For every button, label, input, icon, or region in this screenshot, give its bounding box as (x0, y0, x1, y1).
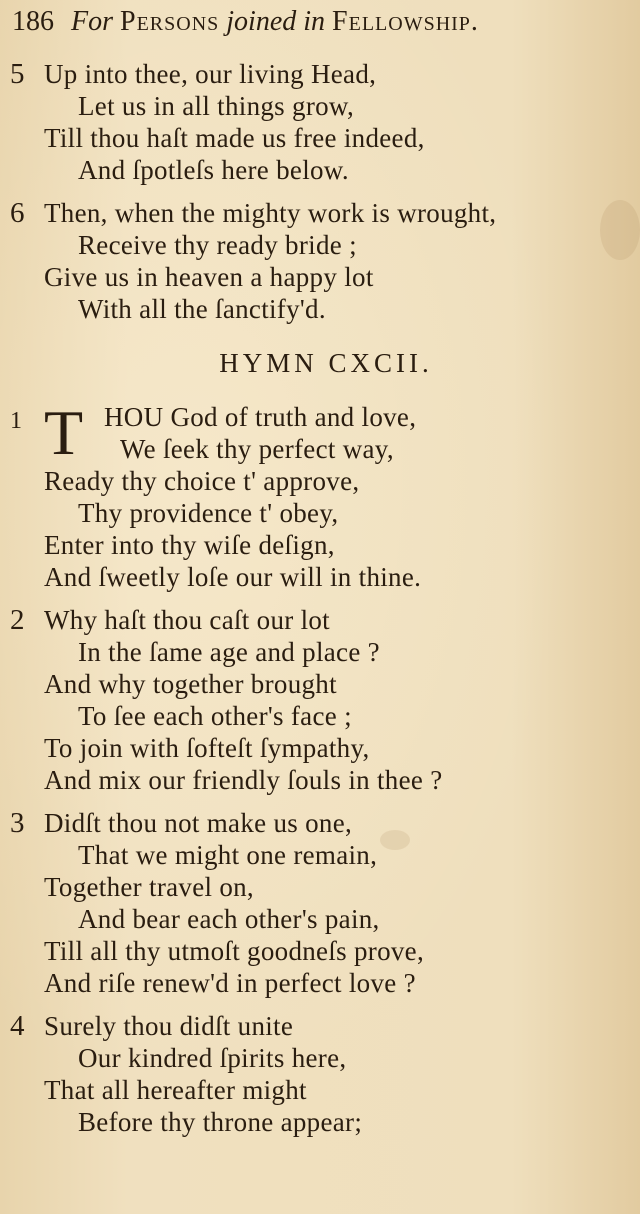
hymn-text (0, 58, 640, 1149)
verse-line: That all hereafter might (44, 1075, 307, 1105)
verse-line: In the ſame age and place ? (78, 637, 380, 667)
verse-line: To ſee each other's face ; (78, 701, 352, 731)
running-head (71, 6, 479, 37)
verse-line: Till thou haſt made us free indeed, (44, 123, 425, 153)
verse-line: With all the ſanctify'd. (78, 294, 326, 324)
verse-line: And why together brought (44, 669, 337, 699)
verse-line: And riſe renew'd in perfect love ? (44, 968, 416, 998)
verse-line: Together travel on, (44, 872, 254, 902)
verse-1 (0, 397, 640, 593)
verse-number: 1 (10, 408, 23, 434)
verse-line: To join with ſofteſt ſympathy, (44, 733, 370, 763)
verse-number: 2 (10, 604, 25, 636)
running-head-fellowship: Fellowship. (332, 6, 479, 37)
verse-line: Give us in heaven a happy lot (44, 262, 374, 292)
verse-5 (0, 58, 640, 186)
verse-line: Surely thou didſt unite (44, 1011, 294, 1041)
verse-6 (0, 197, 640, 325)
verse-line: We ſeek thy perfect way, (120, 434, 394, 464)
verse-line: Receive thy ready bride ; (78, 230, 357, 260)
verse-line: Our kindred ſpirits here, (78, 1043, 347, 1073)
verse-line: Thy providence t' obey, (78, 498, 339, 528)
verse-4 (0, 1010, 640, 1138)
drop-cap: T (44, 397, 84, 468)
verse-line: Ready thy choice t' approve, (44, 466, 360, 496)
running-head-for: For (71, 6, 113, 37)
verse-line: And ſweetly loſe our will in thine. (44, 562, 422, 592)
verse-line: Then, when the mighty work is wrought, (44, 198, 497, 228)
verse-line: Didſt thou not make us one, (44, 808, 353, 838)
verse-line: Why haſt thou caſt our lot (44, 605, 330, 635)
verse-line: Before thy throne appear; (78, 1107, 363, 1137)
page-number: 186 (12, 6, 54, 37)
verse-line: And mix our friendly ſouls in thee ? (44, 765, 443, 795)
verse-line: And bear each other's pain, (78, 904, 380, 934)
verse-line: Till all thy utmoſt goodneſs prove, (44, 936, 425, 966)
verse-number: 3 (10, 807, 25, 839)
verse-line: Enter into thy wiſe deſign, (44, 530, 335, 560)
verse-2 (0, 604, 640, 796)
verse-number: 4 (10, 1010, 25, 1042)
page-header (12, 2, 632, 42)
hymn-title: HYMN CXCII. (219, 348, 433, 378)
verse-number: 5 (10, 58, 25, 90)
verse-line: HOU God of truth and love, (104, 402, 417, 432)
verse-line: That we might one remain, (78, 840, 378, 870)
verse-3 (0, 807, 640, 999)
verse-line: Let us in all things grow, (78, 91, 355, 121)
verse-number: 6 (10, 197, 25, 229)
verse-line: And ſpotleſs here below. (78, 155, 349, 185)
running-head-persons: Persons (120, 6, 220, 37)
running-head-joined: joined in (226, 6, 326, 37)
verse-line: Up into thee, our living Head, (44, 59, 377, 89)
